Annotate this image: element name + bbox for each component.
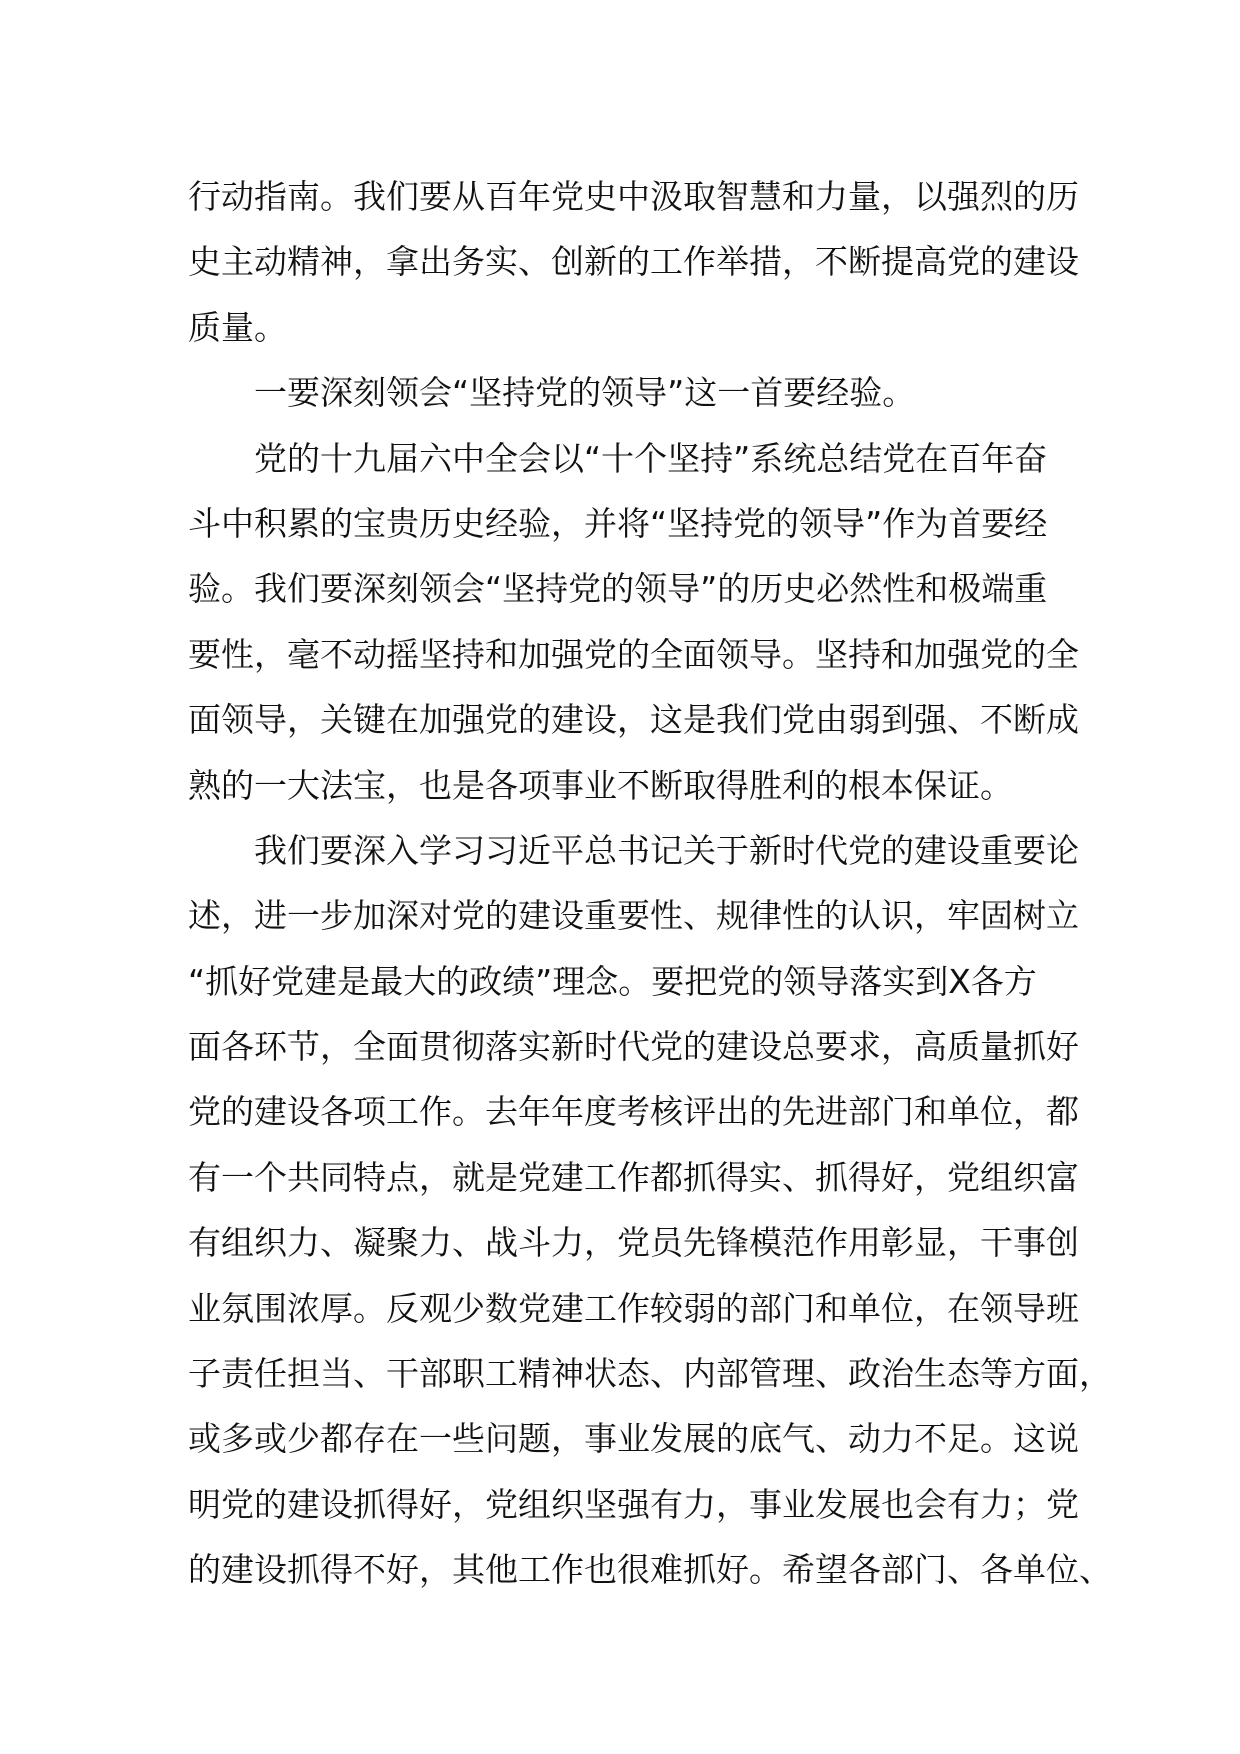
text-line: 面各环节，全面贯彻落实新时代党的建设总要求，高质量抓好 (188, 1027, 1079, 1067)
text-line: 业氛围浓厚。反观少数党建工作较弱的部门和单位，在领导班 (188, 1288, 1079, 1328)
text-line: 或多或少都存在一些问题，事业发展的底气、动力不足。这说 (188, 1419, 1079, 1459)
text-line: 面领导，关键在加强党的建设，这是我们党由弱到强、不断成 (188, 700, 1079, 740)
text-line: 史主动精神，拿出务实、创新的工作举措，不断提高党的建设 (188, 242, 1079, 282)
text-line: 验。我们要深刻领会“坚持党的领导”的历史必然性和极端重 (188, 569, 1048, 609)
text-line: 熟的一大法宝，也是各项事业不断取得胜利的根本保证。 (188, 765, 1013, 805)
section-heading-line: 一要深刻领会“坚持党的领导”这一首要经验。 (254, 373, 916, 413)
text-line: 有组织力、凝聚力、战斗力，党员先锋模范作用彰显，干事创 (188, 1223, 1079, 1263)
text-line: 斗中积累的宝贵历史经验，并将“坚持党的领导”作为首要经 (188, 503, 1048, 543)
paragraph-first-line: 党的十九届六中全会以“十个坚持”系统总结党在百年奋 (254, 438, 1048, 478)
paragraph-first-line: 我们要深入学习习近平总书记关于新时代党的建设重要论 (254, 830, 1079, 870)
text-line: 子责任担当、干部职工精神状态、内部管理、政治生态等方面， (188, 1354, 1112, 1394)
text-line: 述，进一步加深对党的建设重要性、规律性的认识，牢固树立 (188, 896, 1079, 936)
text-line: 的建设抓得不好，其他工作也很难抓好。希望各部门、各单位、 (188, 1550, 1112, 1590)
text-line: 行动指南。我们要从百年党史中汲取智慧和力量，以强烈的历 (188, 177, 1079, 216)
body-text (188, 164, 1112, 1603)
text-line: 要性，毫不动摇坚持和加强党的全面领导。坚持和加强党的全 (188, 634, 1079, 674)
text-line: “抓好党建是最大的政绩”理念。要把党的领导落实到X各方 (188, 961, 1037, 1001)
text-line: 明党的建设抓得好，党组织坚强有力，事业发展也会有力；党 (188, 1484, 1079, 1524)
text-line: 党的建设各项工作。去年年度考核评出的先进部门和单位，都 (188, 1092, 1079, 1132)
text-line: 有一个共同特点，就是党建工作都抓得实、抓得好，党组织富 (188, 1157, 1079, 1197)
text-line: 质量。 (188, 307, 287, 347)
